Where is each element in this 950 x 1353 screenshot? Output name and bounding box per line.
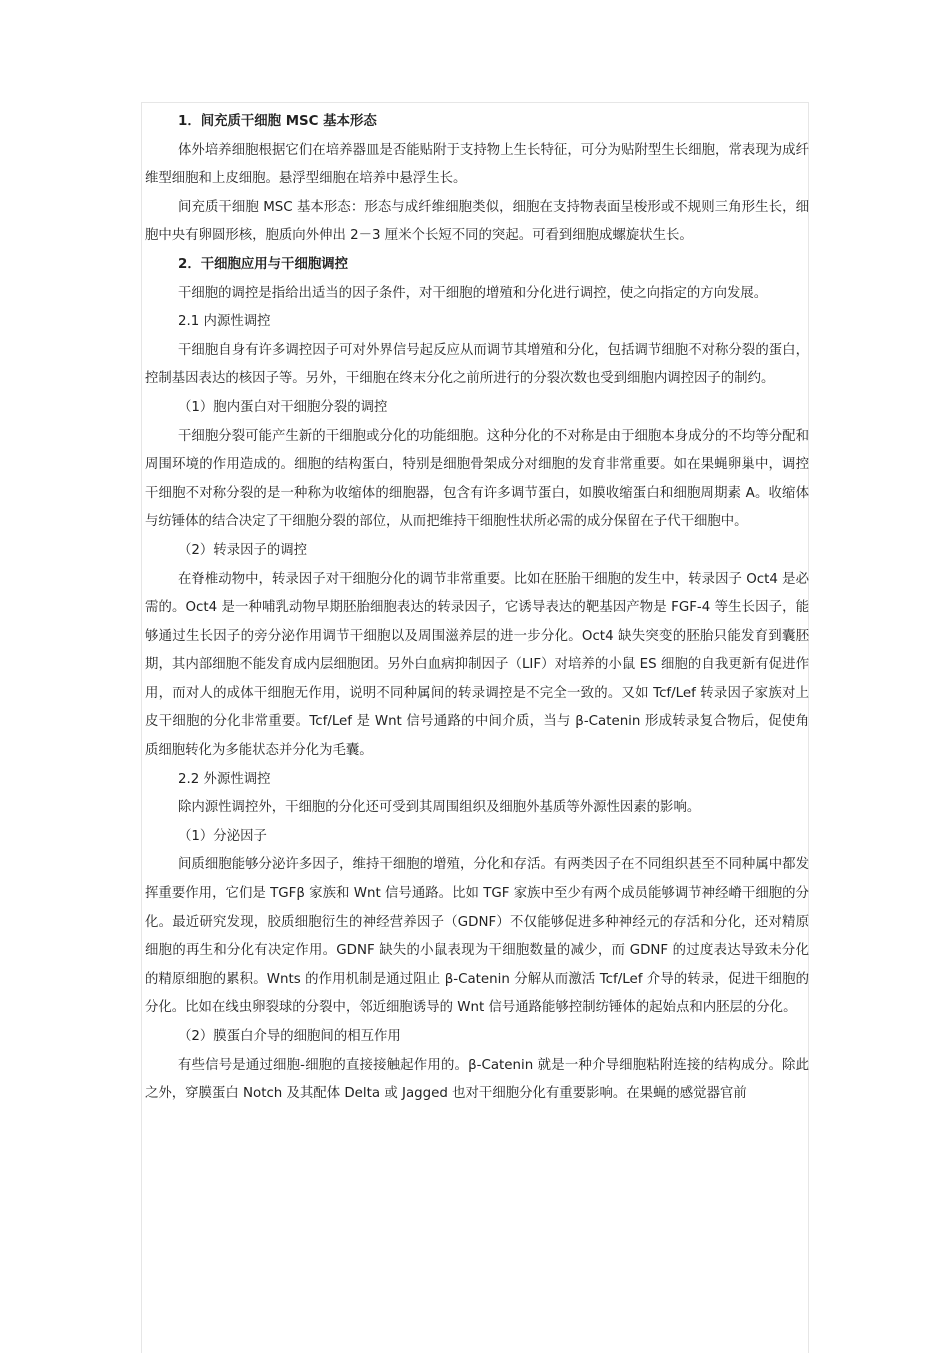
paragraph: 在脊椎动物中，转录因子对干细胞分化的调节非常重要。比如在胚胎干细胞的发生中，转录因子 Oct4 是必需的。Oct4 是一种哺乳动物早期胚胎细胞表达的转录因子，它诱导表达的靶基因产物是 FGF-4 等生长因子，能够通过生长因子的旁分泌作用调节干细胞以及周围滋养层的进一步分化。Oct4 缺失突变的胚胎只能发育到囊胚期，其内部细胞不能发育成内层细胞团。另外白血病抑制因子（LIF）对培养的小鼠 ES 细胞的自我更新有促进作用，而对人的成体干细胞无作用，说明不同种属间的转录调控是不完全一致的。又如 Tcf/Lef 转录因子家族对上皮干细胞的分化非常重要。Tcf/Lef 是 Wnt 信号通路的中间介质，当与 β-Catenin 形成转录复合物后，促使角质细胞转化为多能状态并分化为毛囊。 [145,571,809,759]
paragraph: 有些信号是通过细胞-细胞的直接接触起作用的。β-Catenin 就是一种介导细胞粘附连接的结构成分。除此之外，穿膜蛋白 Notch 及其配体 Delta 或 Jagged 也对干细胞分化有重要影响。在果蝇的感觉器官前 [145,1057,809,1102]
paragraph: 间质细胞能够分泌许多因子，维持干细胞的增殖，分化和存活。有两类因子在不同组织甚至不同种属中都发挥重要作用，它们是 TGFβ 家族和 Wnt 信号通路。比如 TGF 家族中至少有两个成员能够调节神经嵴干细胞的分化。最近研究发现，胶质细胞衍生的神经营养因子（GDNF）不仅能够促进多种神经元的存活和分化，还对精原细胞的再生和分化有决定作用。GDNF 缺失的小鼠表现为干细胞数量的减少，而 GDNF 的过度表达导致未分化的精原细胞的累积。Wnts 的作用机制是通过阻止 β-Catenin 分解从而激活 Tcf/Lef 介导的转录，促进干细胞的分化。比如在线虫卵裂球的分裂中，邻近细胞诱导的 Wnt 信号通路能够控制纺锤体的起始点和内胚层的分化。 [145,857,809,1016]
paragraph: 间充质干细胞 MSC 基本形态：形态与成纤维细胞类似，细胞在支持物表面呈梭形或不规则三角形生长，细胞中央有卵圆形核，胞质向外伸出 2－3 厘米个长短不同的突起。可看到细胞成螺旋状生长。 [145,199,809,244]
paragraph: 干细胞分裂可能产生新的干细胞或分化的功能细胞。这种分化的不对称是由于细胞本身成分的不均等分配和周围环境的作用造成的。细胞的结构蛋白，特别是细胞骨架成分对细胞的发育非常重要。如在果蝇卵巢中，调控干细胞不对称分裂的是一种称为收缩体的细胞器，包含有许多调节蛋白，如膜收缩蛋白和细胞周期素 A。收缩体与纺锤体的结合决定了干细胞分裂的部位，从而把维持干细胞性状所必需的成分保留在子代干细胞中。 [145,428,809,530]
heading-msc-morphology: 1．间充质干细胞 MSC 基本形态 [178,114,377,129]
subheading-membrane-protein: （2）膜蛋白介导的细胞间的相互作用 [178,1029,401,1044]
paragraph: 干细胞自身有许多调控因子可对外界信号起反应从而调节其增殖和分化，包括调节细胞不对称分裂的蛋白，控制基因表达的核因子等。另外，干细胞在终末分化之前所进行的分裂次数也受到细胞内调控因子的制约。 [145,342,809,387]
subheading-secreted-factors: （1）分泌因子 [178,828,267,844]
paragraph: 干细胞的调控是指给出适当的因子条件，对干细胞的增殖和分化进行调控，使之向指定的方向发展。 [178,285,768,301]
paragraph: 除内源性调控外，干细胞的分化还可受到其周围组织及细胞外基质等外源性因素的影响。 [178,800,701,816]
heading-stem-cell-regulation: 2．干细胞应用与干细胞调控 [178,256,349,272]
paragraph: 体外培养细胞根据它们在培养器皿是否能贴附于支持物上生长特征，可分为贴附型生长细胞，常表现为成纤维型细胞和上皮细胞。悬浮型细胞在培养中悬浮生长。 [145,142,809,187]
subheading-exogenous: 2.2 外源性调控 [178,771,271,787]
subheading-transcription-factor: （2）转录因子的调控 [178,542,308,558]
subheading-endogenous: 2.1 内源性调控 [178,314,271,330]
subheading-intracellular-protein: （1）胞内蛋白对干细胞分裂的调控 [178,399,388,415]
document-body [145,108,809,1109]
